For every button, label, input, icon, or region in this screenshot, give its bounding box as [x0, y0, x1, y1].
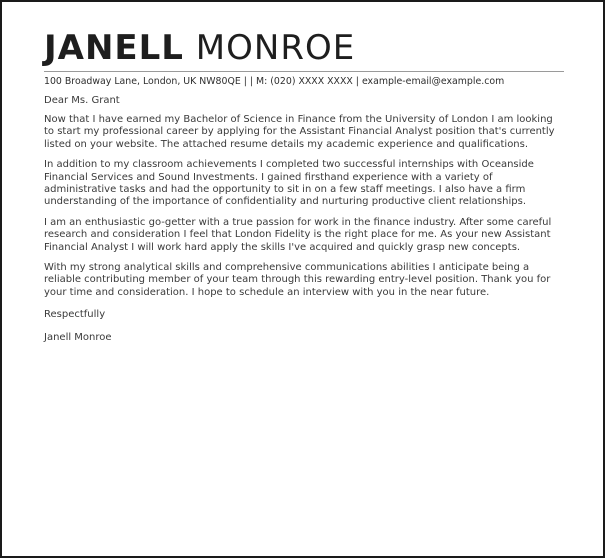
signature: Janell Monroe — [44, 332, 112, 344]
last-name: MONROE — [195, 28, 356, 68]
applicant-name — [44, 28, 564, 68]
paragraph-intro: Now that I have earned my Bachelor of Science in Finance from the University of London I am looking to start my professional career by applying for the Assistant Financial Analyst position that's currently listed on your website. The attached resume details my academic experience and qualifications. — [44, 114, 555, 150]
paragraph-experience: In addition to my classroom achievements I completed two successful internships with Oceanside Financial Services and Sound Investments. I gained firsthand experience with a variety of administrative tasks and had the opportunity to sit in on a few staff meetings. I also have a firm understanding of the importance of confidentiality and nurturing productive client relationships. — [44, 159, 534, 208]
paragraph-closing: With my strong analytical skills and comprehensive communications abilities I anticipate being a reliable contributing member of your team through this rewarding entry-level position. Thank you for your time and consideration. I hope to schedule an interview with you in the near future. — [44, 262, 551, 298]
closing: Respectfully — [44, 309, 106, 321]
first-name: JANELL — [44, 28, 184, 68]
contact-line: 100 Broadway Lane, London, UK NW80QE | | M: (020) XXXX XXXX | example-email@example.com — [44, 71, 564, 87]
cover-letter — [44, 28, 564, 343]
paragraph-motivation: I am an enthusiastic go-getter with a true passion for work in the finance industry. After some careful research and consideration I feel that London Fidelity is the right place for me. As your new Assistant Financial Analyst I will work hard apply the skills I've acquired and quickly grasp new concepts. — [44, 216, 552, 253]
salutation: Dear Ms. Grant — [44, 95, 120, 106]
